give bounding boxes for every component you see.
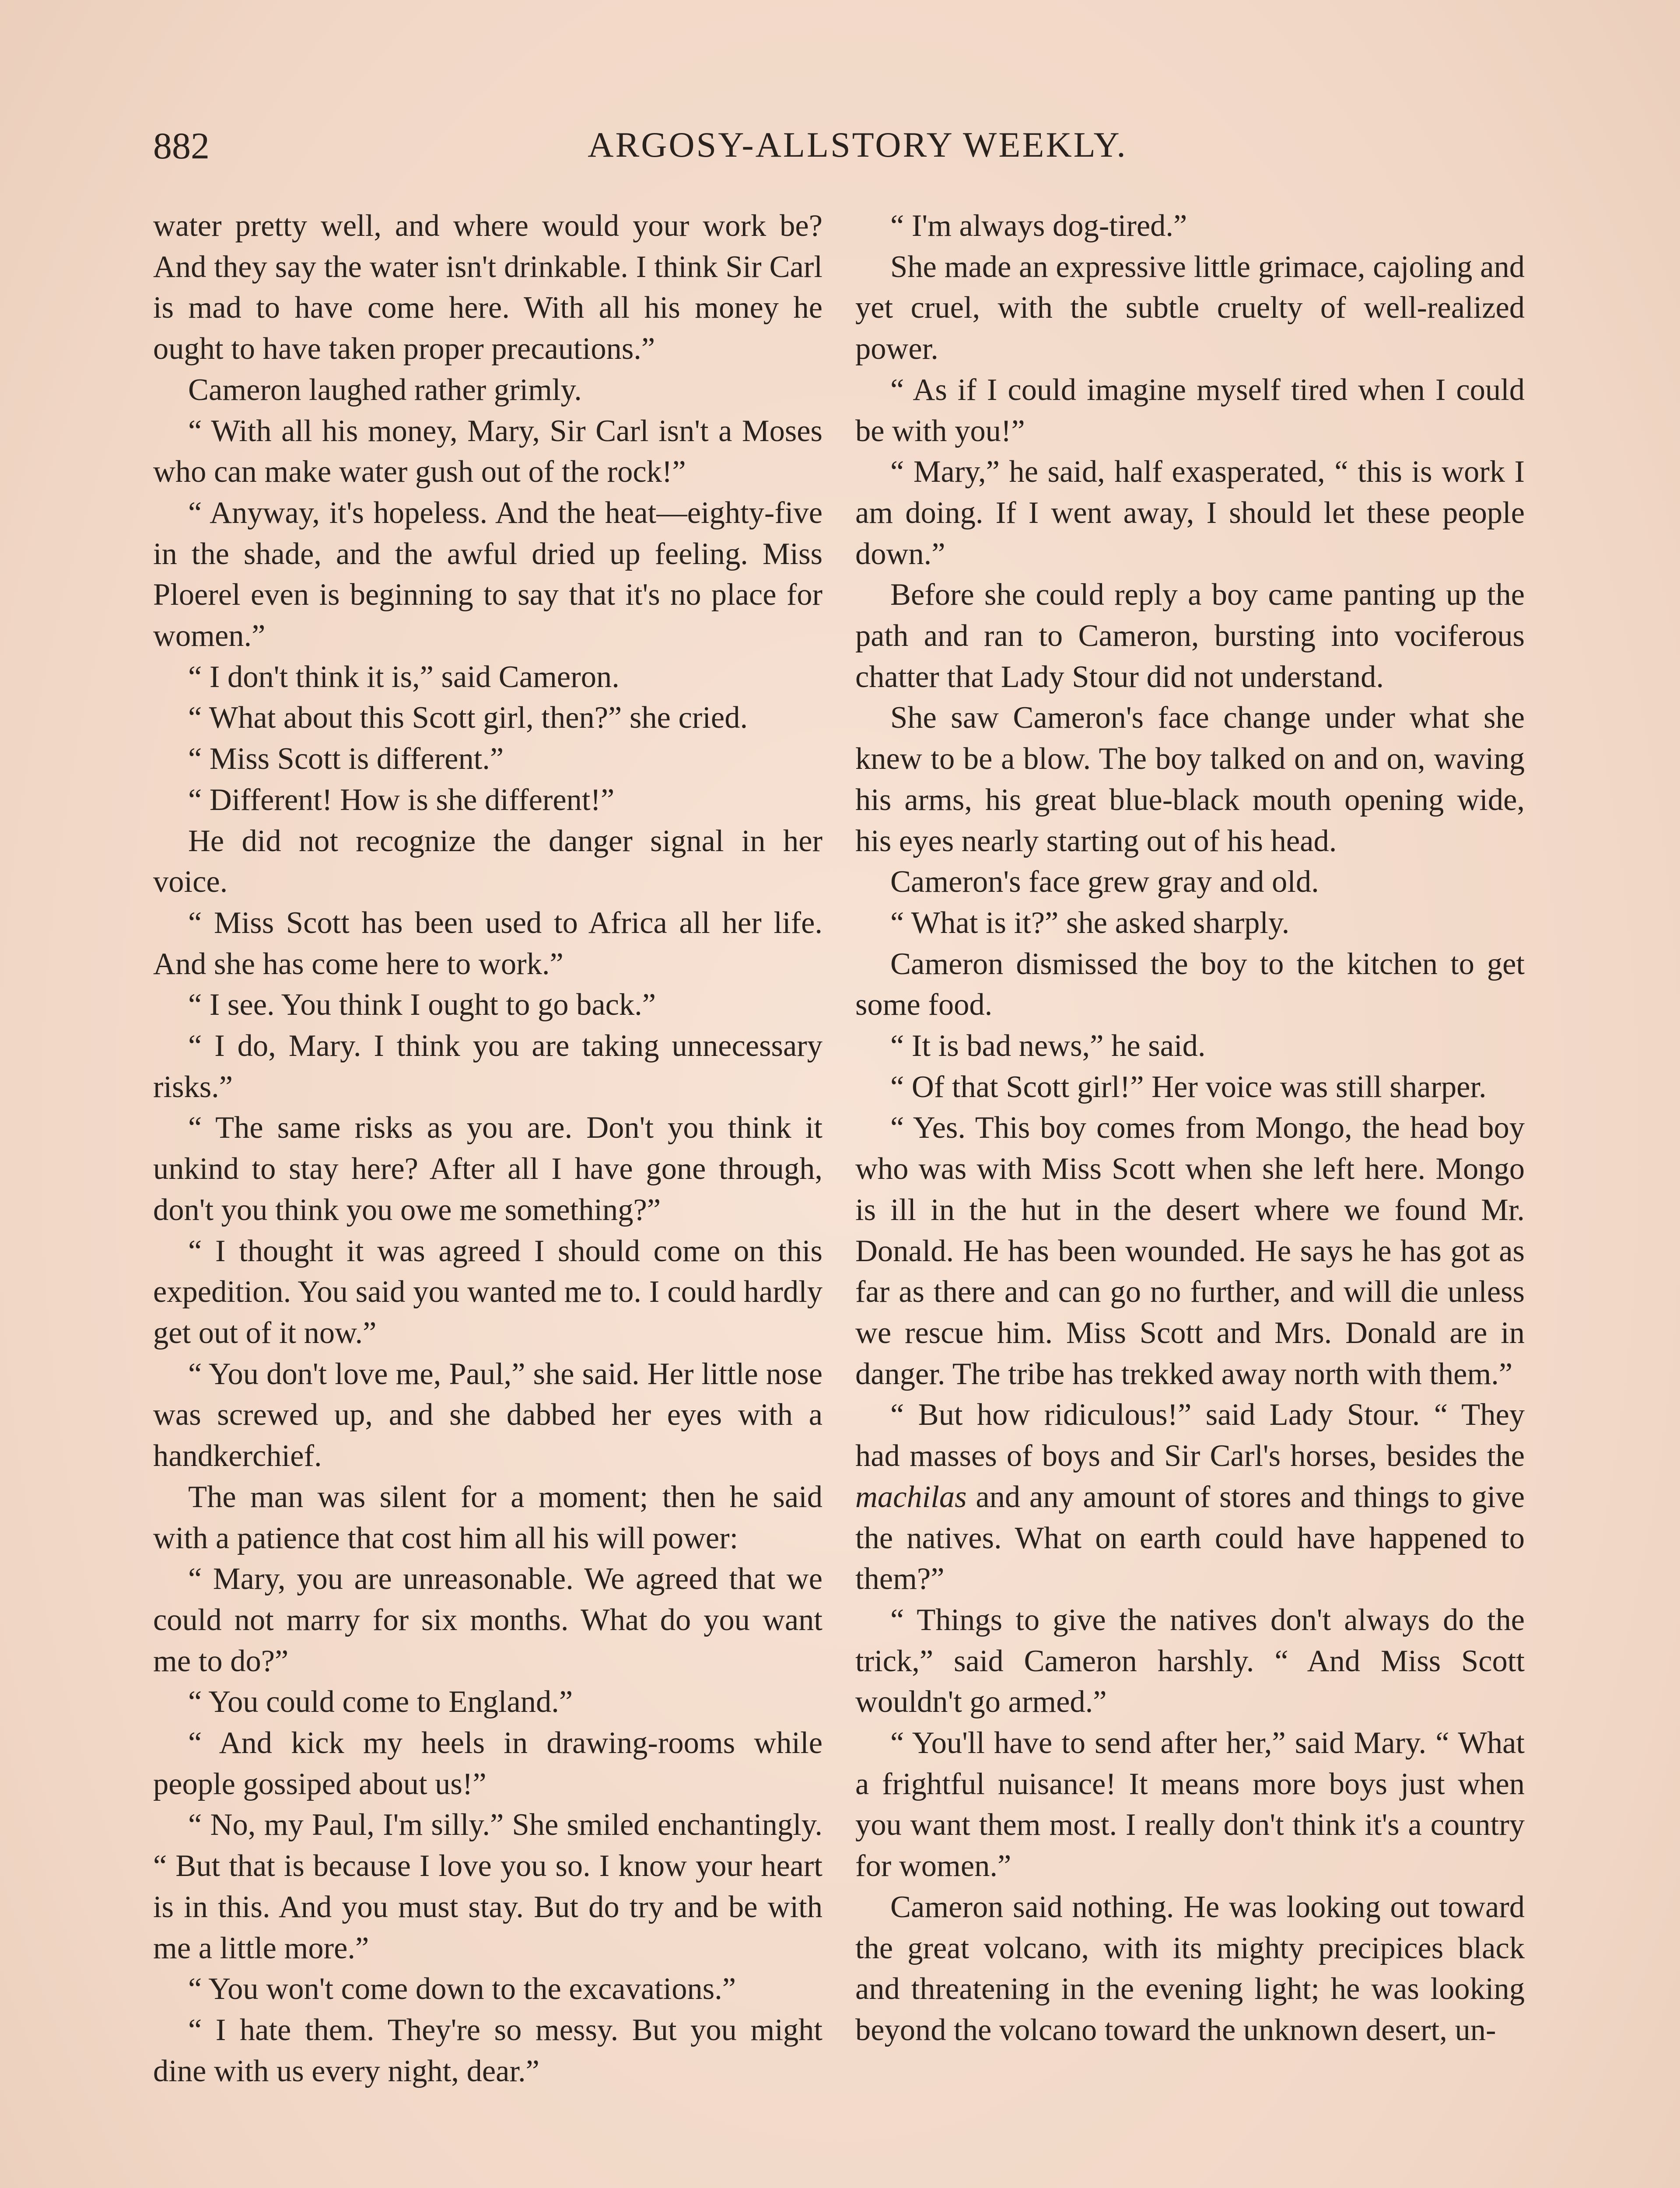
paragraph <box>153 698 822 739</box>
paragraph <box>153 780 822 821</box>
paragraph <box>153 1231 822 1354</box>
paragraph-text: The man was silent for a moment; then he said with a patience that cost him all his will power: <box>153 1480 822 1555</box>
paragraph <box>855 206 1525 247</box>
paragraph-text: “ I do, Mary. I think you are taking unnecessary risks.” <box>153 1029 822 1104</box>
paragraph <box>153 1026 822 1108</box>
paragraph-text: water pretty well, and where would your work be? And they say the water isn't drinkable. I think Sir Carl is mad to have come here. With all his money he ought to have taken proper precautions.” <box>153 209 822 366</box>
paragraph-text: “ Miss Scott has been used to Africa all her life. And she has come here to work.” <box>153 905 822 981</box>
left-text-column <box>153 206 822 2092</box>
paragraph <box>153 1354 822 1477</box>
paragraph <box>153 411 822 493</box>
paragraph <box>855 1723 1525 1887</box>
paragraph-text: Before she could reply a boy came panting up the path and ran to Cameron, bursting into vociferous chatter that Lady Stour did not understand. <box>855 578 1525 694</box>
paragraph-text: She made an expressive little grimace, cajoling and yet cruel, with the subtle cruelty of well-realized power. <box>855 249 1525 366</box>
paragraph-text: “ You could come to England.” <box>188 1685 573 1719</box>
page-number: 882 <box>153 125 210 167</box>
paragraph <box>855 1108 1525 1395</box>
paragraph <box>855 1026 1525 1067</box>
paragraph <box>153 821 822 903</box>
paragraph-text: “ What about this Scott girl, then?” she cried. <box>188 701 748 735</box>
paragraph <box>153 739 822 780</box>
paragraph-text: “ As if I could imagine myself tired when I could be with you!” <box>855 372 1525 448</box>
paragraph-text: “ Yes. This boy comes from Mongo, the head boy who was with Miss Scott when she left here. Mongo is ill in the hut in the desert where we found Mr. Donald. He has been wounded. He says he has got as far as there and can go no further, and will die unless we rescue him. Miss Scott and Mrs. Donald are in danger. The tribe has trekked away north with them.” <box>855 1111 1525 1391</box>
paragraph-text: “ And kick my heels in drawing-rooms while people gossiped about us!” <box>153 1726 822 1801</box>
paragraph <box>855 370 1525 452</box>
paragraph <box>153 657 822 698</box>
paragraph-text: She saw Cameron's face change under what she knew to be a blow. The boy talked on and on, waving his arms, his great blue-black mouth opening wide, his eyes nearly starting out of his head. <box>855 701 1525 858</box>
paragraph-text: “ Mary, you are unreasonable. We agreed that we could not marry for six months. What do you want me to do?” <box>153 1562 822 1678</box>
paragraph <box>855 1067 1525 1108</box>
paragraph <box>153 370 822 411</box>
paragraph <box>855 575 1525 698</box>
paragraph-text: “ Things to give the natives don't always do the trick,” said Cameron harshly. “ And Miss Scott wouldn't go armed.” <box>855 1602 1525 1719</box>
paragraph <box>153 206 822 370</box>
paragraph-text: Cameron said nothing. He was looking out toward the great volcano, with its mighty precipices black and threatening in the evening light; he was looking beyond the volcano toward the unknown desert, un- <box>855 1890 1525 2047</box>
paragraph <box>153 1723 822 1805</box>
paragraph <box>855 1887 1525 2051</box>
paragraph-text: “ Of that Scott girl!” Her voice was still sharper. <box>890 1069 1487 1104</box>
paragraph-text: “ Anyway, it's hopeless. And the heat—eighty-five in the shade, and the awful dried up feeling. Miss Ploerel even is beginning to say that it's no place for women.” <box>153 495 822 653</box>
paragraph <box>855 1600 1525 1723</box>
paragraph <box>153 2010 822 2092</box>
paragraph-text: “ I see. You think I ought to go back.” <box>188 988 656 1022</box>
paragraph-text: “ Mary,” he said, half exasperated, “ this is work I am doing. If I went away, I should let these people down.” <box>855 455 1525 571</box>
paragraph-text: “ I hate them. They're so messy. But you might dine with us every night, dear.” <box>153 2013 822 2088</box>
paragraph-text: “ With all his money, Mary, Sir Carl isn't a Moses who can make water gush out of the rock!” <box>153 414 822 489</box>
paragraph-text: Cameron dismissed the boy to the kitchen to get some food. <box>855 947 1525 1022</box>
paragraph-text: “ Different! How is she different!” <box>188 782 615 817</box>
italic-word: machilas <box>855 1480 967 1514</box>
paragraph-text: “ But how ridiculous!” said Lady Stour. “ They had masses of boys and Sir Carl's horses, besides the <box>855 1398 1525 1473</box>
paragraph-text: “ It is bad news,” he said. <box>890 1029 1206 1063</box>
paragraph-text: and any amount of stores and things to give the natives. What on earth could have happened to them?” <box>855 1480 1525 1596</box>
paragraph-text: “ You'll have to send after her,” said Mary. “ What a frightful nuisance! It means more boys just when you want them most. I really don't think it's a country for women.” <box>855 1726 1525 1883</box>
paragraph <box>153 903 822 985</box>
paragraph <box>153 985 822 1026</box>
paragraph-text: “ You won't come down to the excavations.” <box>188 1972 736 2006</box>
paragraph-text: He did not recognize the danger signal in her voice. <box>153 824 822 899</box>
right-text-column <box>855 206 1525 2051</box>
paragraph <box>855 944 1525 1026</box>
paragraph-text: “ I don't think it is,” said Cameron. <box>188 659 620 694</box>
paragraph-text: “ I'm always dog-tired.” <box>890 209 1187 243</box>
paragraph <box>153 493 822 657</box>
paragraph-text: “ No, my Paul, I'm silly.” She smiled enchantingly. “ But that is because I love you so. I know your heart is in this. And you must stay. But do try and be with me a little more.” <box>153 1808 822 1965</box>
paragraph <box>855 1395 1525 1600</box>
paragraph <box>153 1805 822 1969</box>
paragraph <box>153 1108 822 1231</box>
paragraph <box>153 1477 822 1559</box>
page-header <box>153 127 1562 179</box>
paragraph-text: “ You don't love me, Paul,” she said. Her little nose was screwed up, and she dabbed her eyes with a handkerchief. <box>153 1357 822 1473</box>
paragraph <box>855 247 1525 370</box>
paragraph <box>855 862 1525 903</box>
paragraph <box>153 1682 822 1723</box>
running-title: ARGOSY-ALLSTORY WEEKLY. <box>588 125 1127 165</box>
paragraph <box>153 1559 822 1682</box>
paragraph-text: Cameron laughed rather grimly. <box>188 372 582 407</box>
paragraph-text: “ I thought it was agreed I should come on this expedition. You said you wanted me to. I could hardly get out of it now.” <box>153 1234 822 1350</box>
paragraph-text: “ Miss Scott is different.” <box>188 742 504 776</box>
paragraph-text: “ The same risks as you are. Don't you think it unkind to stay here? After all I have gone through, don't you think you owe me something?” <box>153 1111 822 1227</box>
paragraph <box>855 452 1525 575</box>
paragraph <box>855 698 1525 862</box>
paragraph-text: Cameron's face grew gray and old. <box>890 865 1319 899</box>
paragraph <box>153 1969 822 2010</box>
paragraph <box>855 903 1525 944</box>
paragraph-text: “ What is it?” she asked sharply. <box>890 905 1290 940</box>
